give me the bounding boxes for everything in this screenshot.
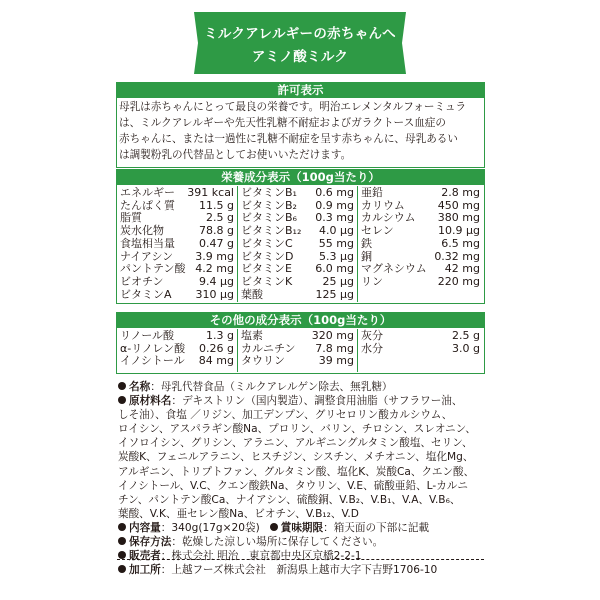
name-value: ：母乳代替食品（ミルクアレルゲン除去、無乳糖） bbox=[150, 381, 393, 393]
nutrition-item-value: 310 μg bbox=[195, 287, 234, 301]
storage-label: 保存方法 bbox=[129, 536, 172, 549]
nutrition-item-value: 125 μg bbox=[315, 287, 354, 301]
storage-row bbox=[118, 535, 486, 549]
other-header: その他の成分表示（100g当たり） bbox=[117, 313, 484, 328]
nutrition-item-value: 55 mg bbox=[318, 236, 354, 250]
nutrition-divider-2 bbox=[357, 186, 358, 302]
nutrition-item-name: 葉酸 bbox=[241, 287, 263, 301]
nutrition-item-value: 4.2 mg bbox=[195, 262, 234, 276]
nutrition-item-value: 11.5 g bbox=[199, 198, 234, 212]
nutrition-item-name: ビタミンB₆ bbox=[241, 211, 297, 225]
storage-value: ：乾燥した涼しい場所に保存してください。 bbox=[171, 536, 384, 549]
ingredients-line: イノシトール、V.C、クエン酸鉄Na、タウリン、V.E、硫酸亜鉛、L-カルニ bbox=[118, 479, 468, 492]
ingredients-row bbox=[118, 394, 486, 408]
other-item-name: α-リノレン酸 bbox=[120, 341, 186, 355]
nutrition-item-name: ナイアシン bbox=[120, 249, 174, 263]
nutrition-item-value: 0.6 mg bbox=[315, 186, 354, 199]
nutrition-item-name: 亜鉛 bbox=[361, 186, 383, 199]
nutrition-item-name: ビタミンC bbox=[241, 236, 293, 250]
ingredients-line: 葉酸、V.K、亜セレン酸Na、ビオチン、V.B₁₂、V.D bbox=[118, 507, 359, 520]
seller-label: 販売者 bbox=[129, 550, 161, 563]
nutrition-item-name: カリウム bbox=[361, 198, 405, 212]
bullet-icon bbox=[270, 523, 278, 531]
processor-label: 加工所 bbox=[129, 564, 161, 576]
nutrition-divider-1 bbox=[237, 186, 238, 302]
nutrition-item-value: 0.9 mg bbox=[315, 198, 354, 212]
nutrition-item-value: 0.3 mg bbox=[315, 211, 354, 225]
product-banner bbox=[190, 12, 410, 74]
nutrition-item-name: 銅 bbox=[361, 249, 372, 263]
other-item-name: 水分 bbox=[361, 341, 383, 355]
other-item-name: イノシトール bbox=[120, 354, 185, 368]
other-item-value: 7.8 mg bbox=[315, 341, 354, 355]
nutrition-item-value: 42 mg bbox=[444, 262, 480, 276]
other-item-value: 3.0 g bbox=[452, 341, 480, 355]
other-item-value: 0.26 g bbox=[199, 341, 234, 355]
expiry-label: 賞味期限 bbox=[280, 521, 324, 534]
nutrition-item-value: 391 kcal bbox=[187, 186, 234, 199]
info-divider bbox=[117, 559, 484, 561]
nutrition-item-value: 380 mg bbox=[437, 211, 480, 225]
nutrition-item-value: 0.47 g bbox=[199, 236, 234, 250]
ingredients-line: チン、パントテン酸Ca、ナイアシン、硫酸銅、V.B₂、V.B₁、V.A、V.B₆、 bbox=[118, 493, 461, 506]
nutrition-item-value: 3.9 mg bbox=[195, 249, 234, 263]
nutrition-item-value: 78.8 g bbox=[199, 224, 234, 238]
permit-text bbox=[119, 99, 483, 163]
banner-line-2: アミノ酸ミルク bbox=[251, 49, 349, 65]
seller-row bbox=[118, 549, 486, 563]
name-row bbox=[118, 380, 486, 394]
nutrition-item-value: 450 mg bbox=[437, 198, 480, 212]
nutrition-item-name: ビタミンA bbox=[120, 287, 172, 301]
nutrition-item-name: ビタミンB₂ bbox=[241, 198, 297, 212]
permit-header: 許可表示 bbox=[117, 83, 484, 98]
nutrition-item-name: ビタミンE bbox=[241, 262, 292, 276]
permit-line: は、ミルクアレルギーや先天性乳糖不耐症およびガラクトース血症の bbox=[119, 117, 446, 129]
ingredients-line: しそ油）、食塩 ／リジン、加工デンプン、グリセロリン酸カルシウム、 bbox=[118, 409, 453, 422]
other-divider-1 bbox=[237, 329, 238, 372]
expiry-value: ：箱天面の下部に記載 bbox=[323, 521, 430, 534]
nutrition-item-name: 鉄 bbox=[361, 236, 372, 250]
nutrition-item-name: カルシウム bbox=[361, 211, 416, 225]
other-item-value: 84 mg bbox=[198, 354, 234, 368]
ingredients-line: ロイシン、アスパラギン酸Na、プロリン、バリン、チロシン、スレオニン、 bbox=[118, 423, 476, 436]
name-label: 名称 bbox=[129, 381, 151, 393]
other-item-value: 39 mg bbox=[318, 354, 354, 368]
ingredients-line: イソロイシン、グリシン、アラニン、アルギニングルタミン酸塩、セリン、 bbox=[118, 437, 473, 450]
other-item-name: カルニチン bbox=[241, 341, 296, 355]
bullet-icon bbox=[118, 396, 126, 404]
bullet-icon bbox=[118, 565, 126, 573]
nutrition-item-value: 25 μg bbox=[322, 274, 354, 288]
content-expiry-row bbox=[118, 521, 486, 535]
ingredients-label: 原材料名 bbox=[129, 395, 172, 408]
other-item-name: 灰分 bbox=[361, 329, 383, 342]
seller-value: ：株式会社 明治 東京都中央区京橋2-2-1 bbox=[160, 550, 362, 563]
bullet-icon bbox=[118, 551, 126, 559]
nutrition-item-name: 炭水化物 bbox=[120, 224, 164, 238]
content-value: ：340g(17g×20袋) bbox=[160, 521, 260, 534]
permit-line: は調製粉乳の代替品としてお使いいただけます。 bbox=[119, 149, 352, 161]
other-item-name: 塩素 bbox=[241, 329, 263, 342]
product-info bbox=[118, 380, 486, 563]
nutrition-item-name: セレン bbox=[361, 224, 394, 238]
nutrition-item-name: 食塩相当量 bbox=[120, 236, 175, 250]
nutrition-item-value: 2.8 mg bbox=[441, 186, 480, 199]
nutrition-item-value: 4.0 μg bbox=[319, 224, 354, 238]
nutrition-item-value: 5.3 μg bbox=[319, 249, 354, 263]
other-item-value: 1.3 g bbox=[206, 329, 234, 342]
content-label: 内容量 bbox=[129, 521, 161, 534]
nutrition-item-value: 220 mg bbox=[437, 274, 480, 288]
nutrition-item-name: 脂質 bbox=[120, 211, 142, 225]
nutrition-item-value: 2.5 g bbox=[206, 211, 234, 225]
nutrition-item-value: 6.0 mg bbox=[315, 262, 354, 276]
ingredients-line: ：デキストリン（国内製造）、調整食用油脂（サフラワー油、 bbox=[171, 395, 463, 408]
nutrition-header: 栄養成分表示（100g当たり） bbox=[117, 170, 484, 185]
banner-line-1: ミルクアレルギーの赤ちゃんへ bbox=[204, 26, 396, 42]
other-item-value: 320 mg bbox=[311, 329, 354, 342]
nutrition-item-name: ビオチン bbox=[120, 274, 164, 288]
bullet-icon bbox=[118, 382, 126, 390]
bullet-icon bbox=[118, 523, 126, 531]
bullet-icon bbox=[118, 537, 126, 545]
other-item-value: 2.5 g bbox=[452, 329, 480, 342]
permit-line: 赤ちゃんに、または一過性に乳糖不耐症を呈す赤ちゃんに、母乳あるい bbox=[119, 133, 458, 145]
nutrition-item-value: 0.32 mg bbox=[434, 249, 480, 263]
nutrition-item-name: ビタミンK bbox=[241, 274, 293, 288]
nutrition-item-name: ビタミンB₁₂ bbox=[241, 224, 302, 238]
processor-row bbox=[118, 563, 486, 577]
processor-value: ：上越フーズ株式会社 新潟県上越市大字下吉野1706-10 bbox=[160, 564, 438, 576]
permit-line: 母乳は赤ちゃんにとって最良の栄養です。明治エレメンタルフォーミュラ bbox=[119, 101, 467, 113]
ingredients-line: アルギニン、トリプトファン、グルタミン酸、塩化K、炭酸Ca、クエン酸、 bbox=[118, 465, 475, 478]
nutrition-item-name: リン bbox=[361, 274, 383, 288]
ingredients-line: 炭酸K、フェニルアラニン、ヒスチジン、シスチン、メチオニン、塩化Mg、 bbox=[118, 451, 474, 464]
nutrition-item-name: パントテン酸 bbox=[120, 262, 186, 276]
nutrition-item-name: ビタミンB₁ bbox=[241, 186, 297, 199]
nutrition-item-value: 6.5 mg bbox=[441, 236, 480, 250]
nutrition-item-name: ビタミンD bbox=[241, 249, 294, 263]
nutrition-item-value: 10.9 μg bbox=[438, 224, 480, 238]
other-item-name: タウリン bbox=[241, 354, 285, 368]
nutrition-item-name: エネルギー bbox=[120, 186, 175, 199]
nutrition-item-name: マグネシウム bbox=[361, 262, 427, 276]
other-item-name: リノール酸 bbox=[120, 329, 175, 342]
nutrition-item-name: たんぱく質 bbox=[120, 198, 175, 212]
other-divider-2 bbox=[357, 329, 358, 372]
nutrition-item-value: 9.4 μg bbox=[199, 274, 234, 288]
